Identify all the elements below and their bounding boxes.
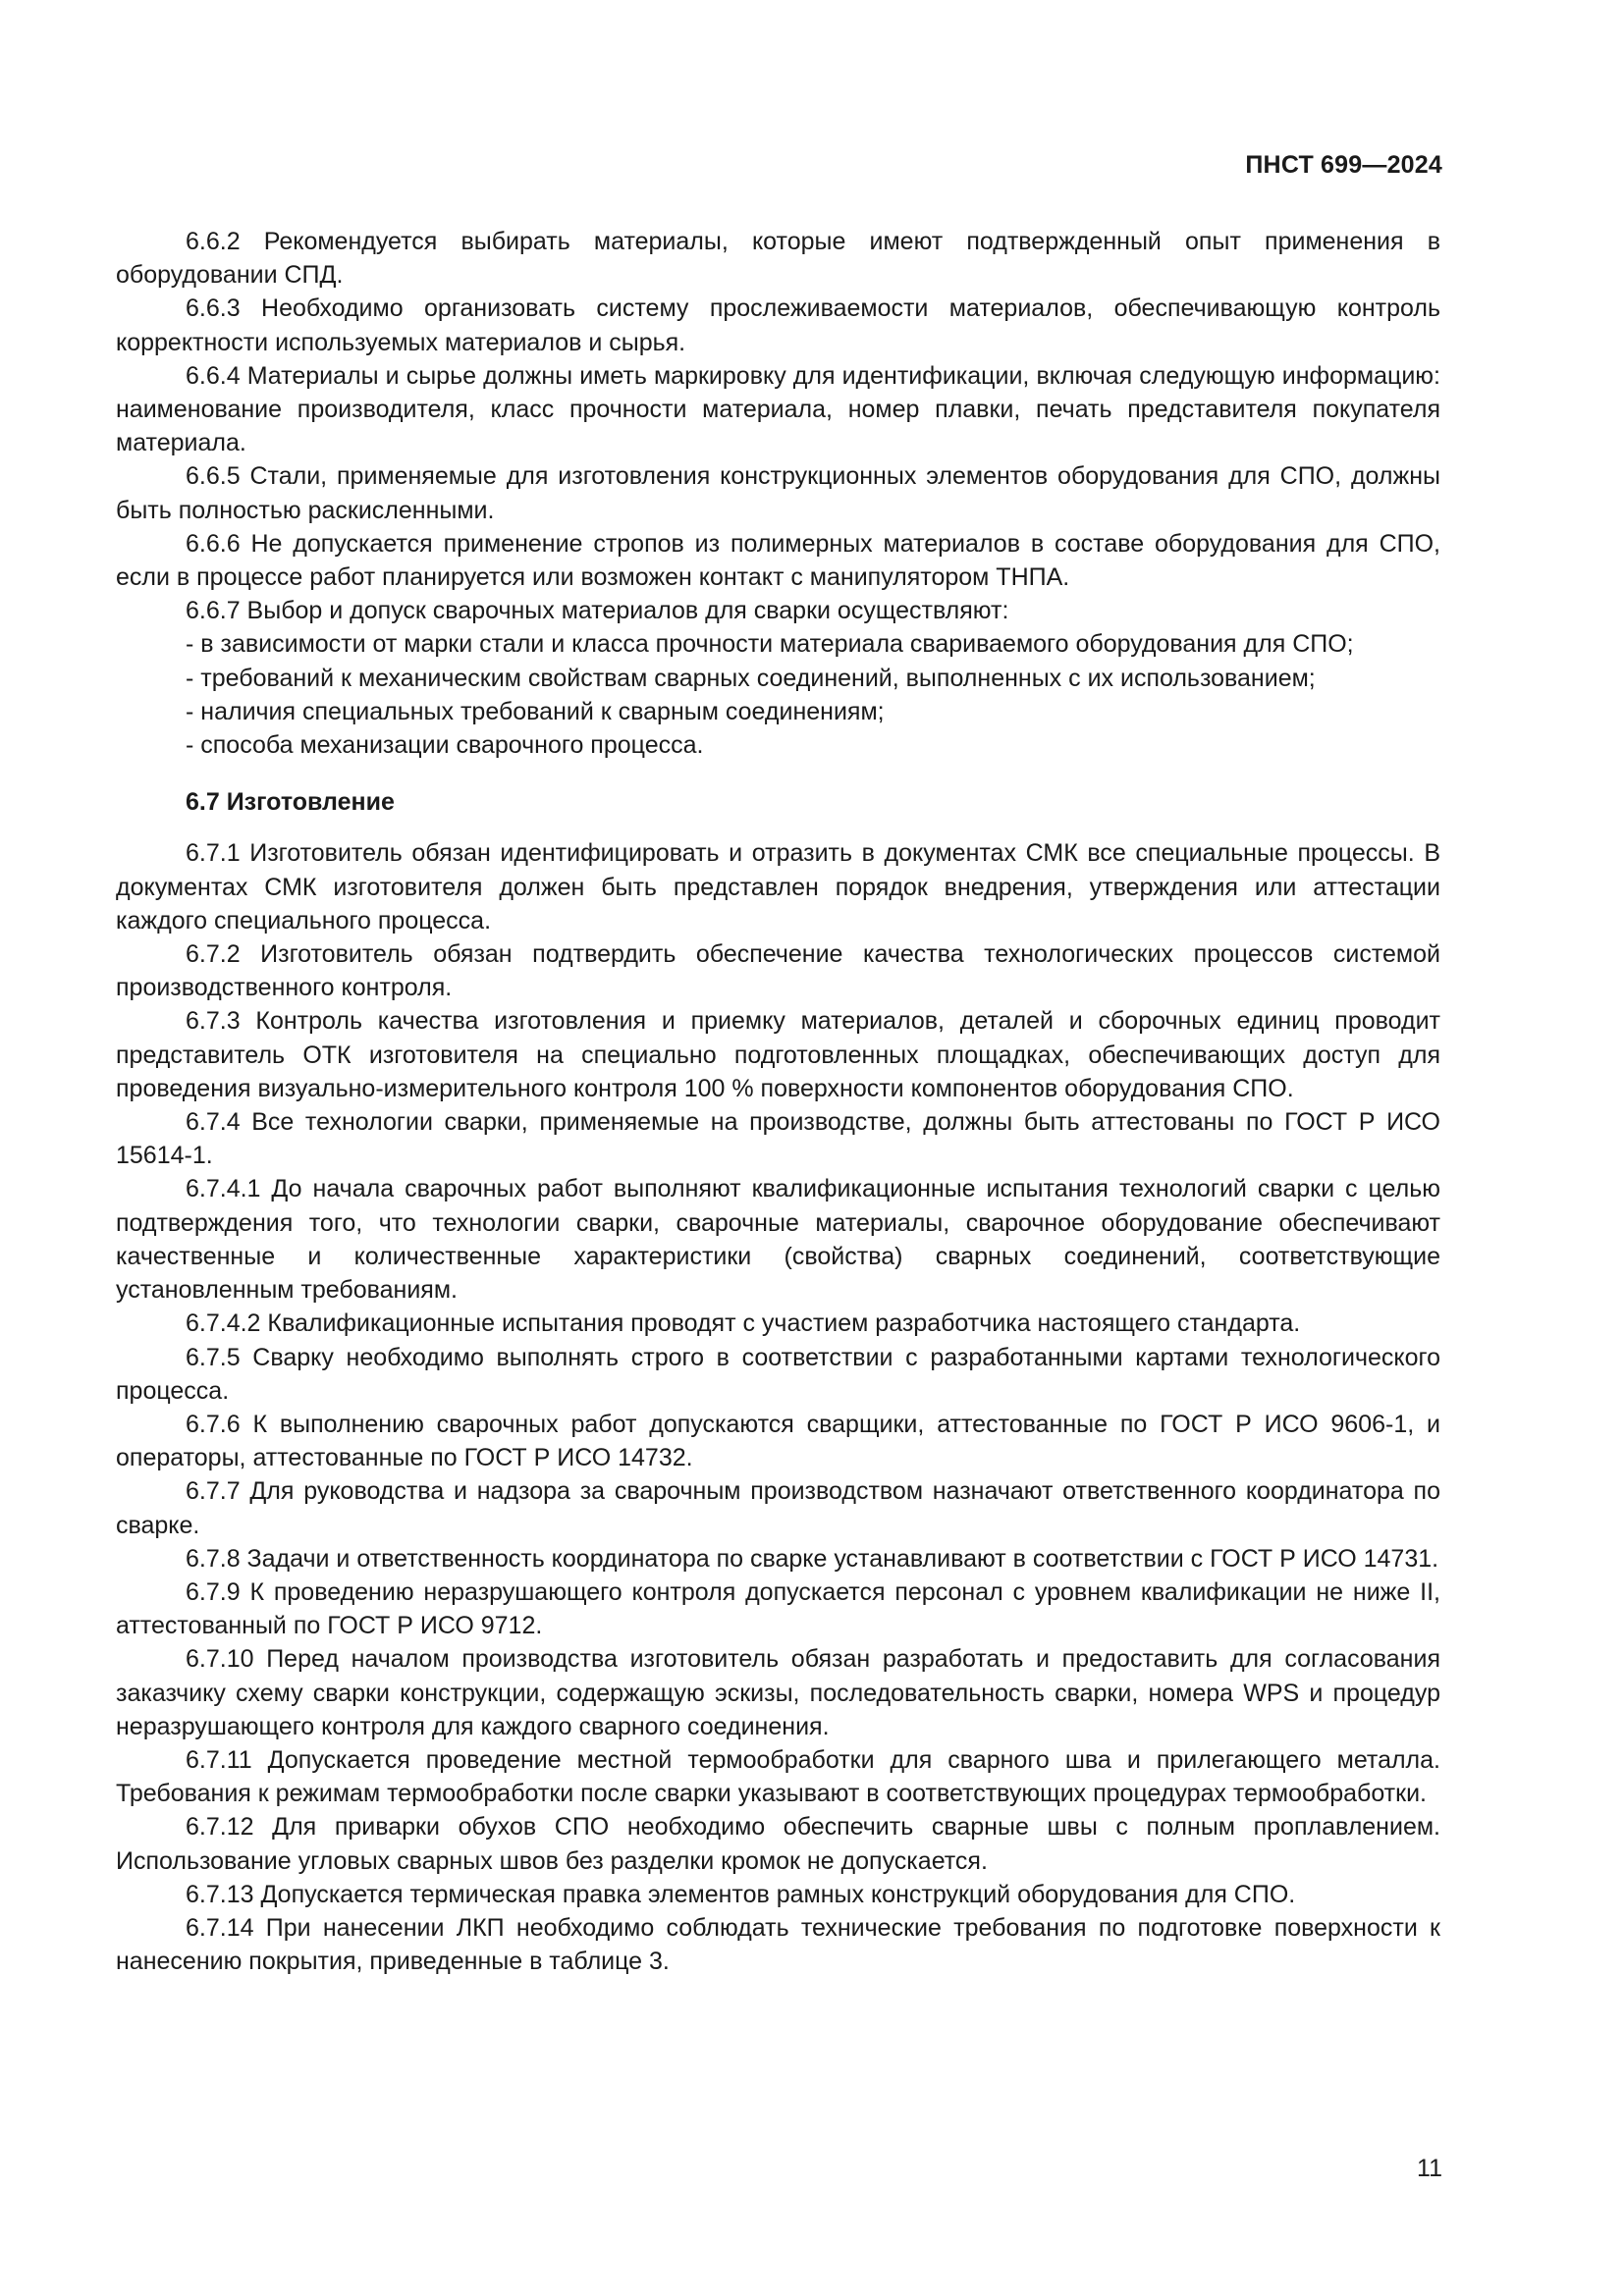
paragraph-6-7-14: 6.7.14 При нанесении ЛКП необходимо соблюдать технические требования по подготовке поверхности к нанесению покрытия, приведенные в таблице 3. xyxy=(116,1913,1440,1976)
paragraph-6-7-12: 6.7.12 Для приварки обухов СПО необходимо обеспечить сварные швы с полным проплавлением. Использование угловых сварных швов без разделки кромок не допускается. xyxy=(116,1813,1440,1875)
paragraph-6-7-4-2: 6.7.4.2 Квалификационные испытания проводят с участием разработчика настоящего стандарта. xyxy=(186,1309,1301,1338)
list-item: - в зависимости от марки стали и класса прочности материала свариваемого оборудования для СПО; xyxy=(186,630,1354,659)
paragraph-6-7-4: 6.7.4 Все технологии сварки, применяемые на производстве, должны быть аттестованы по ГОСТ Р ИСО 15614-1. xyxy=(116,1108,1440,1170)
page-number: 11 xyxy=(1417,2155,1442,2182)
paragraph-6-6-6: 6.6.6 Не допускается применение стропов из полимерных материалов в составе оборудования для СПО, если в процессе работ планируется или возможен контакт с манипулятором ТНПА. xyxy=(116,529,1440,592)
paragraph-6-7-2: 6.7.2 Изготовитель обязан подтвердить обеспечение качества технологических процессов системой производственного контроля. xyxy=(116,940,1440,1002)
paragraph-6-7-8: 6.7.8 Задачи и ответственность координатора по сварке устанавливают в соответствии с ГОСТ Р ИСО 14731. xyxy=(186,1544,1439,1573)
paragraph-6-7-3: 6.7.3 Контроль качества изготовления и приемку материалов, деталей и сборочных единиц проводит представитель ОТК изготовителя на специально подготовленных площадках, обеспечивающих доступ для проведения визуально-измерительного контроля 100 % поверхности компонентов оборудования СПО. xyxy=(116,1007,1440,1102)
paragraph-6-7-11: 6.7.11 Допускается проведение местной термообработки для сварного шва и прилегающего металла. Требования к режимам термообработки после сварки указывают в соответствующих процедурах термообработки. xyxy=(116,1745,1440,1808)
section-heading-6-7: 6.7 Изготовление xyxy=(186,788,395,817)
paragraph-6-7-7: 6.7.7 Для руководства и надзора за сварочным производством назначают ответственного координатора по сварке. xyxy=(116,1477,1440,1539)
paragraph-6-6-7: 6.6.7 Выбор и допуск сварочных материалов для сварки осуществляют: xyxy=(186,597,1009,625)
paragraph-6-7-9: 6.7.9 К проведению неразрушающего контроля допускается персонал с уровнем квалификации не ниже II, аттестованный по ГОСТ Р ИСО 9712. xyxy=(116,1577,1440,1640)
paragraph-6-6-3: 6.6.3 Необходимо организовать систему прослеживаемости материалов, обеспечивающую контроль корректности используемых материалов и сырья. xyxy=(116,294,1440,356)
paragraph-6-7-4-1: 6.7.4.1 До начала сварочных работ выполняют квалификационные испытания технологий сварки с целью подтверждения того, что технологии сварки, сварочные материалы, сварочное оборудование обеспечивают качественные и количественные характеристики (свойства) сварных соединений, соответствующие установленным требованиям. xyxy=(116,1175,1440,1305)
paragraph-6-7-10: 6.7.10 Перед началом производства изготовитель обязан разработать и предоставить для согласования заказчику схему сварки конструкции, содержащую эскизы, последовательность сварки, номера WPS и процедур неразрушающего контроля для каждого сварного соединения. xyxy=(116,1645,1440,1740)
document-code: ПНСТ 699—2024 xyxy=(1245,151,1442,179)
paragraph-6-7-1: 6.7.1 Изготовитель обязан идентифицировать и отразить в документах СМК все специальные процессы. В документах СМК изготовителя должен быть представлен порядок внедрения, утверждения или аттестации каждого специального процесса. xyxy=(116,839,1440,934)
list-item: - требований к механическим свойствам сварных соединений, выполненных с их использованием; xyxy=(186,664,1316,692)
paragraph-6-6-2: 6.6.2 Рекомендуется выбирать материалы, которые имеют подтвержденный опыт применения в оборудовании СПД. xyxy=(116,228,1440,290)
paragraph-6-6-5: 6.6.5 Стали, применяемые для изготовления конструкционных элементов оборудования для СПО, должны быть полностью раскисленными. xyxy=(116,462,1440,524)
paragraph-6-6-4: 6.6.4 Материалы и сырье должны иметь маркировку для идентификации, включая следующую информацию: наименование производителя, класс прочности материала, номер плавки, печать представителя покупателя материала. xyxy=(116,361,1440,457)
page-body xyxy=(116,225,1440,1978)
list-item: - способа механизации сварочного процесса. xyxy=(186,731,704,760)
paragraph-6-7-13: 6.7.13 Допускается термическая правка элементов рамных конструкций оборудования для СПО. xyxy=(186,1880,1296,1908)
paragraph-6-7-5: 6.7.5 Сварку необходимо выполнять строго в соответствии с разработанными картами технологического процесса. xyxy=(116,1343,1440,1405)
paragraph-6-7-6: 6.7.6 К выполнению сварочных работ допускаются сварщики, аттестованные по ГОСТ Р ИСО 9606-1, и операторы, аттестованные по ГОСТ Р ИСО 14732. xyxy=(116,1410,1440,1472)
list-item: - наличия специальных требований к сварным соединениям; xyxy=(186,697,885,725)
